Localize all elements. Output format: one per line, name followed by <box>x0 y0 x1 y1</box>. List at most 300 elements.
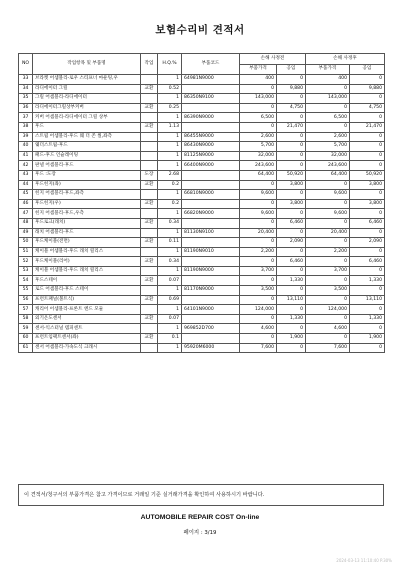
cell-work: 교환 <box>141 199 158 209</box>
cell-p2: 9,600 <box>306 209 350 219</box>
cell-hq: 0.25 <box>158 103 182 113</box>
cell-l1: 13,110 <box>277 295 306 305</box>
cell-p1: 0 <box>240 122 277 132</box>
cell-work <box>141 286 158 296</box>
cell-work <box>141 132 158 142</box>
page-number: 페이지 : 3/19 <box>183 530 217 536</box>
cell-p2: 64,400 <box>306 170 350 180</box>
cell-no: 44 <box>19 180 33 190</box>
cell-no: 59 <box>19 324 33 334</box>
cell-p2: 243,600 <box>306 161 350 171</box>
estimate-table <box>18 53 385 353</box>
cell-p2: 0 <box>306 334 350 344</box>
header-labor-after: 공임 <box>350 64 385 75</box>
cell-p2: 3,500 <box>306 286 350 296</box>
cell-work <box>141 94 158 104</box>
cell-item: 케이블 어셈블리-후드 래치 릴리스 <box>33 266 141 276</box>
cell-work <box>141 75 158 85</box>
cell-hq: 0.07 <box>158 314 182 324</box>
table-row <box>19 84 385 94</box>
cell-p2: 7,600 <box>306 343 350 353</box>
cell-item: 후드 :도장 <box>33 170 141 180</box>
cell-item: 브라켓 어셈블리-로우 스티프너 마운팅,우 <box>33 75 141 85</box>
cell-hq: 0.11 <box>158 238 182 248</box>
cell-l1: 0 <box>277 305 306 315</box>
cell-work: 교환 <box>141 276 158 286</box>
cell-p1: 32,000 <box>240 151 277 161</box>
cell-work <box>141 247 158 257</box>
cell-code <box>182 84 240 94</box>
header-work: 작업 <box>141 54 158 75</box>
cell-hq: 1 <box>158 161 182 171</box>
cell-hq: 0.52 <box>158 84 182 94</box>
cell-no: 45 <box>19 190 33 200</box>
cell-item: 후드스테이 <box>33 276 141 286</box>
cell-no: 41 <box>19 151 33 161</box>
table-row <box>19 266 385 276</box>
cell-p1: 2,200 <box>240 247 277 257</box>
cell-p1: 0 <box>240 295 277 305</box>
cell-l2: 0 <box>350 94 385 104</box>
cell-no: 57 <box>19 305 33 315</box>
cell-l1: 1,900 <box>277 334 306 344</box>
cell-l1: 4,750 <box>277 103 306 113</box>
cell-hq: 0.2 <box>158 180 182 190</box>
table-row <box>19 295 385 305</box>
cell-item: 센서-익스터널 템피센트 <box>33 324 141 334</box>
cell-p2: 0 <box>306 314 350 324</box>
cell-code: 86455N9000 <box>182 132 240 142</box>
cell-code <box>182 334 240 344</box>
cell-p1: 6,500 <box>240 113 277 123</box>
cell-l2: 1,330 <box>350 314 385 324</box>
cell-work <box>141 228 158 238</box>
cell-code: 66820N9000 <box>182 209 240 219</box>
cell-p1: 3,500 <box>240 286 277 296</box>
table-row <box>19 334 385 344</box>
cell-p2: 0 <box>306 84 350 94</box>
price-note: 이 견적서/청구서의 부품가격은 참고 가격이므로 거래일 기준 실거래가격을 확인하여 사용하시기 바랍니다. <box>18 484 384 506</box>
cell-code: 86350N9100 <box>182 94 240 104</box>
header-no: NO <box>19 54 33 75</box>
cell-l2: 0 <box>350 209 385 219</box>
cell-l2: 13,110 <box>350 295 385 305</box>
cell-l1: 0 <box>277 161 306 171</box>
cell-l1: 0 <box>277 151 306 161</box>
cell-l1: 0 <box>277 190 306 200</box>
cell-p1: 0 <box>240 218 277 228</box>
cell-p1: 0 <box>240 199 277 209</box>
cell-p1: 0 <box>240 84 277 94</box>
cell-p2: 5,700 <box>306 142 350 152</box>
cell-work <box>141 209 158 219</box>
cell-item: 래치 어셈블리-후드 <box>33 228 141 238</box>
header-labor-before: 공임 <box>277 64 306 75</box>
cell-no: 55 <box>19 286 33 296</box>
footer-title: AUTOMOBILE REPAIR COST On-line <box>140 514 260 521</box>
cell-code: 81125N9000 <box>182 151 240 161</box>
header-parts-price-before: 부품가격 <box>240 64 277 75</box>
cell-code: 81190N9010 <box>182 247 240 257</box>
cell-code: 95920M6000 <box>182 343 240 353</box>
cell-code: 64981N9000 <box>182 75 240 85</box>
table-row <box>19 305 385 315</box>
cell-p1: 0 <box>240 314 277 324</box>
table-body <box>19 75 385 353</box>
cell-l1: 9,880 <box>277 84 306 94</box>
table-row <box>19 170 385 180</box>
cell-l2: 0 <box>350 266 385 276</box>
cell-no: 35 <box>19 94 33 104</box>
table-row <box>19 209 385 219</box>
cell-item: 외기온도센서 <box>33 314 141 324</box>
cell-p2: 0 <box>306 276 350 286</box>
cell-p1: 7,600 <box>240 343 277 353</box>
cell-hq: 0.07 <box>158 276 182 286</box>
table-row <box>19 199 385 209</box>
cell-p1: 20,400 <box>240 228 277 238</box>
cell-hq: 0.2 <box>158 199 182 209</box>
cell-p1: 0 <box>240 276 277 286</box>
cell-l2: 0 <box>350 132 385 142</box>
table-row <box>19 324 385 334</box>
cell-code: 66810N9000 <box>182 190 240 200</box>
document-title: 보험수리비 견적서 <box>155 24 245 36</box>
cell-p1: 3,700 <box>240 266 277 276</box>
cell-l1: 6,460 <box>277 257 306 267</box>
cell-p1: 9,600 <box>240 209 277 219</box>
cell-item: 커버 어셈블리-라디에이터 그릴 상부 <box>33 113 141 123</box>
cell-p1: 4,600 <box>240 324 277 334</box>
cell-no: 53 <box>19 266 33 276</box>
cell-hq: 1 <box>158 113 182 123</box>
cell-no: 52 <box>19 257 33 267</box>
cell-l2: 0 <box>350 247 385 257</box>
cell-l1: 0 <box>277 247 306 257</box>
cell-work <box>141 324 158 334</box>
cell-l2: 0 <box>350 305 385 315</box>
cell-no: 33 <box>19 75 33 85</box>
cell-no: 51 <box>19 247 33 257</box>
table-row <box>19 75 385 85</box>
cell-hq: 0.69 <box>158 295 182 305</box>
table-row <box>19 314 385 324</box>
cell-work: 교환 <box>141 180 158 190</box>
cell-l2: 0 <box>350 228 385 238</box>
cell-code <box>182 103 240 113</box>
cell-item: 후드힌지(좌) <box>33 180 141 190</box>
cell-l1: 0 <box>277 142 306 152</box>
cell-l2: 21,470 <box>350 122 385 132</box>
cell-work: 교환 <box>141 218 158 228</box>
cell-l2: 1,900 <box>350 334 385 344</box>
cell-p2: 0 <box>306 180 350 190</box>
cell-hq: 1 <box>158 209 182 219</box>
cell-l2: 0 <box>350 142 385 152</box>
cell-work <box>141 113 158 123</box>
cell-item: 센서 어셈블리-가속도식 크래시 <box>33 343 141 353</box>
cell-p2: 0 <box>306 295 350 305</box>
cell-work <box>141 343 158 353</box>
cell-code <box>182 238 240 248</box>
table-row <box>19 228 385 238</box>
cell-work <box>141 190 158 200</box>
table-row <box>19 218 385 228</box>
cell-l1: 2,090 <box>277 238 306 248</box>
cell-p2: 9,600 <box>306 190 350 200</box>
cell-p1: 124,000 <box>240 305 277 315</box>
cell-no: 43 <box>19 170 33 180</box>
cell-p2: 0 <box>306 103 350 113</box>
cell-p2: 6,500 <box>306 113 350 123</box>
table-row <box>19 238 385 248</box>
cell-item: 후드 <box>33 122 141 132</box>
cell-code <box>182 257 240 267</box>
cell-hq: 2.68 <box>158 170 182 180</box>
cell-p1: 0 <box>240 180 277 190</box>
print-timestamp: 2024-03-13 11:10:40 P.30% <box>336 558 392 563</box>
cell-no: 46 <box>19 199 33 209</box>
cell-l1: 0 <box>277 209 306 219</box>
cell-l1: 3,800 <box>277 180 306 190</box>
cell-code <box>182 276 240 286</box>
cell-no: 48 <box>19 218 33 228</box>
cell-code: 86430N9000 <box>182 142 240 152</box>
cell-item: 그릴 어셈블리-라디에이터 <box>33 94 141 104</box>
cell-p2: 3,700 <box>306 266 350 276</box>
cell-hq: 1 <box>158 343 182 353</box>
table-row <box>19 113 385 123</box>
cell-l2: 6,460 <box>350 257 385 267</box>
cell-l1: 0 <box>277 286 306 296</box>
cell-l1: 0 <box>277 94 306 104</box>
cell-p2: 124,000 <box>306 305 350 315</box>
cell-no: 49 <box>19 228 33 238</box>
cell-p1: 0 <box>240 103 277 113</box>
cell-no: 38 <box>19 122 33 132</box>
cell-p2: 400 <box>306 75 350 85</box>
cell-work <box>141 266 158 276</box>
cell-item: 캐리어 어셈블리-프론트 엔드 모듈 <box>33 305 141 315</box>
cell-hq: 0.34 <box>158 218 182 228</box>
cell-work: 교환 <box>141 295 158 305</box>
cell-l2: 0 <box>350 113 385 123</box>
cell-l2: 2,090 <box>350 238 385 248</box>
cell-p2: 32,000 <box>306 151 350 161</box>
table-row <box>19 94 385 104</box>
cell-work <box>141 142 158 152</box>
cell-code: 86390N9000 <box>182 113 240 123</box>
cell-hq: 1 <box>158 324 182 334</box>
table-row <box>19 180 385 190</box>
cell-p1: 0 <box>240 238 277 248</box>
header-hq: H.Q.% <box>158 54 182 75</box>
header-before: 손해 사정전 <box>240 54 306 65</box>
cell-p2: 4,600 <box>306 324 350 334</box>
cell-p2: 0 <box>306 238 350 248</box>
table-row <box>19 190 385 200</box>
header-item: 작업항목 및 부품명 <box>33 54 141 75</box>
cell-code: 81170N9000 <box>182 286 240 296</box>
cell-item: 프런트패널(볼트식) <box>33 295 141 305</box>
cell-no: 56 <box>19 295 33 305</box>
table-row <box>19 257 385 267</box>
cell-l1: 0 <box>277 324 306 334</box>
cell-hq: 1 <box>158 132 182 142</box>
cell-hq: 1 <box>158 305 182 315</box>
cell-code: 64101N9000 <box>182 305 240 315</box>
cell-item: 후드힌지(우) <box>33 199 141 209</box>
cell-no: 39 <box>19 132 33 142</box>
cell-code <box>182 170 240 180</box>
cell-hq: 1 <box>158 190 182 200</box>
cell-p1: 143,000 <box>240 94 277 104</box>
cell-work: 교환 <box>141 257 158 267</box>
cell-l1: 3,800 <box>277 199 306 209</box>
cell-work <box>141 151 158 161</box>
cell-hq: 1.13 <box>158 122 182 132</box>
cell-code <box>182 122 240 132</box>
cell-code <box>182 180 240 190</box>
cell-code <box>182 295 240 305</box>
cell-p1: 0 <box>240 334 277 344</box>
cell-work <box>141 305 158 315</box>
cell-hq: 1 <box>158 247 182 257</box>
cell-item: 로드 어셈블리-후드 스테이 <box>33 286 141 296</box>
cell-p2: 0 <box>306 257 350 267</box>
cell-item: 힌지 어셈블리-후드,우측 <box>33 209 141 219</box>
cell-item: 스트립 어셈블리-후드 웨 더 존 씰,좌측 <box>33 132 141 142</box>
cell-item: 패드-후드 인슐레이팅 <box>33 151 141 161</box>
cell-item: 후드로크(래치) <box>33 218 141 228</box>
cell-l2: 0 <box>350 286 385 296</box>
cell-l1: 0 <box>277 343 306 353</box>
cell-item: 후드케이블(리어) <box>33 257 141 267</box>
header-after: 손해 사정후 <box>306 54 385 65</box>
cell-no: 34 <box>19 84 33 94</box>
cell-l1: 0 <box>277 266 306 276</box>
cell-hq: 1 <box>158 286 182 296</box>
cell-p1: 2,600 <box>240 132 277 142</box>
cell-p1: 5,700 <box>240 142 277 152</box>
cell-l1: 50,920 <box>277 170 306 180</box>
cell-item: 프런트임팩트센서(좌) <box>33 334 141 344</box>
cell-l2: 50,920 <box>350 170 385 180</box>
cell-p2: 143,000 <box>306 94 350 104</box>
cell-item: 후드케이블(전면) <box>33 238 141 248</box>
cell-work: 도장 <box>141 170 158 180</box>
cell-no: 58 <box>19 314 33 324</box>
cell-item: 라디에이터 그릴 <box>33 84 141 94</box>
cell-work <box>141 161 158 171</box>
cell-work: 교환 <box>141 84 158 94</box>
cell-l2: 0 <box>350 75 385 85</box>
cell-p1: 400 <box>240 75 277 85</box>
cell-code: 66400N9000 <box>182 161 240 171</box>
cell-no: 37 <box>19 113 33 123</box>
cell-code <box>182 199 240 209</box>
cell-no: 61 <box>19 343 33 353</box>
cell-l2: 0 <box>350 161 385 171</box>
table-row <box>19 286 385 296</box>
cell-l2: 6,460 <box>350 218 385 228</box>
table-row <box>19 247 385 257</box>
cell-l1: 1,330 <box>277 276 306 286</box>
cell-l2: 3,800 <box>350 199 385 209</box>
cell-l2: 4,750 <box>350 103 385 113</box>
table-row <box>19 161 385 171</box>
cell-work: 교환 <box>141 334 158 344</box>
cell-hq: 1 <box>158 266 182 276</box>
cell-work: 교환 <box>141 103 158 113</box>
cell-p2: 20,400 <box>306 228 350 238</box>
cell-l1: 0 <box>277 113 306 123</box>
cell-l2: 9,880 <box>350 84 385 94</box>
cell-l1: 1,330 <box>277 314 306 324</box>
header-parts-price-after: 부품가격 <box>306 64 350 75</box>
cell-code <box>182 314 240 324</box>
cell-work: 교환 <box>141 122 158 132</box>
cell-hq: 0.1 <box>158 334 182 344</box>
cell-no: 40 <box>19 142 33 152</box>
cell-item: 판넬 어셈블리-후드 <box>33 161 141 171</box>
cell-p2: 0 <box>306 218 350 228</box>
cell-l1: 6,460 <box>277 218 306 228</box>
cell-item: 웨더스트립-후드 <box>33 142 141 152</box>
cell-p2: 0 <box>306 199 350 209</box>
cell-l2: 0 <box>350 190 385 200</box>
cell-hq: 1 <box>158 228 182 238</box>
cell-p2: 2,600 <box>306 132 350 142</box>
cell-l2: 0 <box>350 151 385 161</box>
header-code: 부품코드 <box>182 54 240 75</box>
table-row <box>19 122 385 132</box>
cell-no: 36 <box>19 103 33 113</box>
cell-hq: 1 <box>158 142 182 152</box>
table-row <box>19 343 385 353</box>
cell-l2: 3,800 <box>350 180 385 190</box>
cell-code: 969852D700 <box>182 324 240 334</box>
cell-no: 60 <box>19 334 33 344</box>
cell-no: 42 <box>19 161 33 171</box>
cell-p1: 0 <box>240 257 277 267</box>
cell-code: 81130N9100 <box>182 228 240 238</box>
cell-p1: 9,600 <box>240 190 277 200</box>
cell-p1: 64,400 <box>240 170 277 180</box>
cell-p1: 243,600 <box>240 161 277 171</box>
cell-item: 라디에이터그릴상부커버 <box>33 103 141 113</box>
cell-code <box>182 218 240 228</box>
table-row <box>19 151 385 161</box>
cell-code: 81190N9000 <box>182 266 240 276</box>
table-row <box>19 142 385 152</box>
cell-l1: 21,470 <box>277 122 306 132</box>
cell-item: 케이블 어셈블리-후드 래치 릴리스 <box>33 247 141 257</box>
cell-l1: 0 <box>277 228 306 238</box>
cell-hq: 0.34 <box>158 257 182 267</box>
cell-item: 힌지 어셈블리-후드,좌측 <box>33 190 141 200</box>
cell-hq: 1 <box>158 151 182 161</box>
cell-work: 교환 <box>141 314 158 324</box>
table-row <box>19 276 385 286</box>
table-row <box>19 132 385 142</box>
cell-l2: 0 <box>350 343 385 353</box>
cell-no: 47 <box>19 209 33 219</box>
cell-p2: 2,200 <box>306 247 350 257</box>
cell-l2: 0 <box>350 324 385 334</box>
cell-no: 50 <box>19 238 33 248</box>
cell-p2: 0 <box>306 122 350 132</box>
